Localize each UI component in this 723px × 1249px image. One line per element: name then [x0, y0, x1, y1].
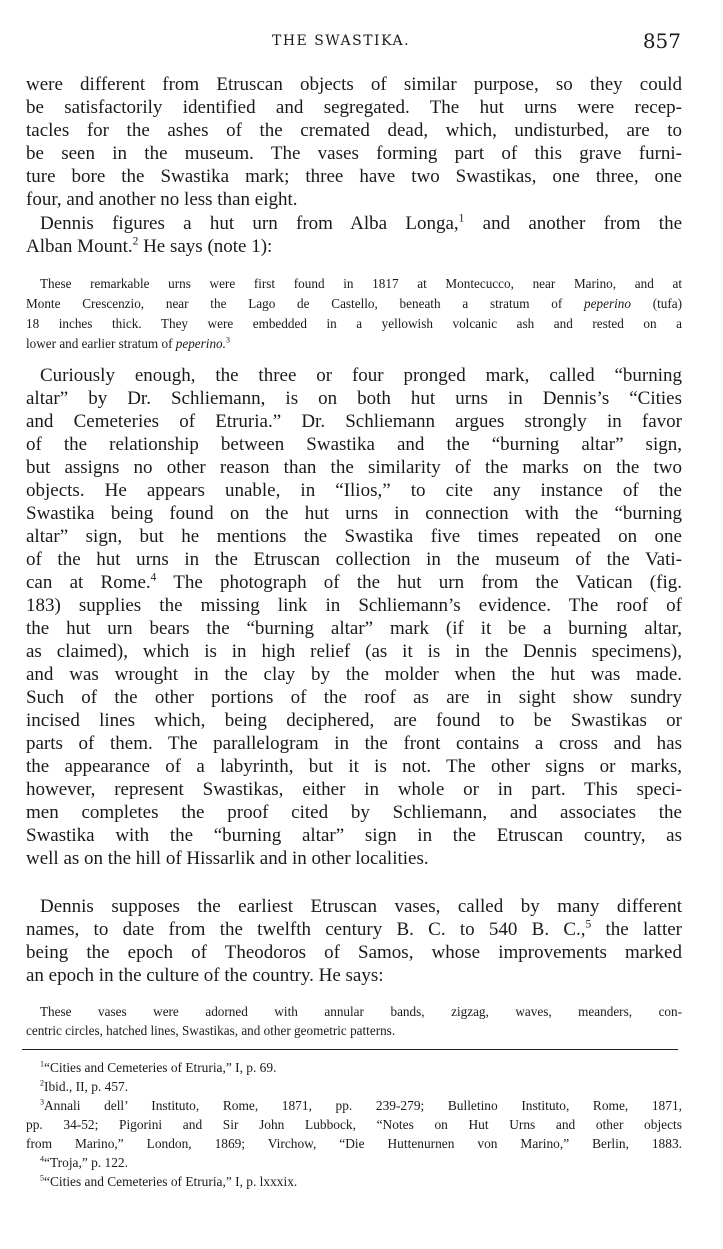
text-line: Curiously enough, the three or four pronged mark, called “burning: [40, 365, 682, 386]
running-head: [0, 31, 723, 55]
text-line: of the hut urns in the Etruscan collection in the museum of the Vati-: [26, 549, 682, 570]
text-span: Alban Mount.: [26, 236, 133, 257]
text-line: men completes the proof cited by Schliemann, and associates the: [26, 802, 682, 823]
text-line: however, represent Swastikas, either in whole or in part. This speci-: [26, 779, 682, 800]
text-line: and was wrought in the clay by the molder when the hut was made.: [26, 664, 682, 685]
footnote-1: [40, 1059, 682, 1076]
text-line: parts of them. The parallelogram in the front contains a cross and has: [26, 733, 682, 754]
text-line: [26, 572, 682, 594]
footnote-4: [40, 1154, 682, 1171]
footnote-ref: 3: [225, 335, 230, 345]
footnote-text: Ibid., II, p. 457.: [44, 1079, 129, 1094]
footnote-text: “Cities and Cemeteries of Etruria,” I, p. 69.: [44, 1060, 277, 1075]
text-line: ture bore the Swastika mark; three have two Swastikas, one three, one: [26, 166, 682, 187]
text-line: four, and another no less than eight.: [26, 189, 298, 210]
text-span: The photograph of the hut urn from the Vatican (fig.: [156, 572, 682, 593]
footnote-ref: 2: [132, 235, 139, 248]
text-line: were different from Etruscan objects of similar purpose, so they could: [26, 74, 682, 95]
text-line: an epoch in the culture of the country. He says:: [26, 965, 384, 986]
running-head-title: THE SWASTIKA.: [272, 33, 411, 49]
text-line: and Cemeteries of Etruria.” Dr. Schliemann argues strongly in favor: [26, 411, 682, 432]
text-line: Swastika being found on the hut urns in connection with the “burning: [26, 503, 682, 524]
text-line: well as on the hill of Hissarlik and in other localities.: [26, 848, 429, 869]
text-line: as claimed), which is in high relief (as it is in the Dennis specimens),: [26, 641, 682, 662]
text-line: of the relationship between Swastika and the “burning altar” sign,: [26, 434, 682, 455]
footnote-3-cont: from Marino,” London, 1869; Virchow, “Die Huttenurnen von Marino,” Berlin, 1883.: [26, 1136, 682, 1151]
text-line: be seen in the museum. The vases forming part of this grave furni-: [26, 143, 682, 164]
footnote-2: [40, 1078, 682, 1095]
text-line: altar” sign, but he mentions the Swastika five times repeated on one: [26, 526, 682, 547]
footnote-mark: 4: [40, 1154, 45, 1164]
footnote-text: Annali dell’ Instituto, Rome, 1871, pp. 239-279; Bulletino Instituto, Rome, 1871,: [44, 1098, 682, 1113]
quote-line: centric circles, hatched lines, Swastikas, and other geometric patterns.: [26, 1023, 396, 1038]
text-line: incised lines which, being deciphered, are found to be Swastikas or: [26, 710, 682, 731]
footnote-ref: 4: [150, 571, 157, 584]
text-line: objects. He appears unable, in “Ilios,” to cite any instance of the: [26, 480, 682, 501]
italic-term: peperino.: [175, 336, 226, 351]
text-span: He says (note 1):: [138, 236, 273, 257]
text-line: Such of the other portions of the roof as are in sight show sundry: [26, 687, 682, 708]
quote-line: [26, 295, 682, 312]
quote-line: These vases were adorned with annular bands, zigzag, waves, meanders, con-: [40, 1004, 682, 1019]
text-line: Dennis supposes the earliest Etruscan vases, called by many different: [40, 896, 682, 917]
text-line: [26, 236, 682, 258]
footnote-text: “Cities and Cemeteries of Etruria,” I, p. lxxxix.: [44, 1174, 298, 1189]
footnote-mark: 2: [40, 1078, 45, 1088]
text-span: lower and earlier stratum of: [26, 336, 176, 351]
footnote-ref: 5: [585, 918, 592, 931]
text-line: [26, 919, 682, 941]
text-line: 183) supplies the missing link in Schliemann’s evidence. The roof of: [26, 595, 682, 616]
footnote-mark: 1: [40, 1059, 45, 1069]
text-span: and another from the: [464, 213, 683, 234]
text-line: tacles for the ashes of the cremated dead, which, undisturbed, are to: [26, 120, 682, 141]
text-line: the appearance of a labyrinth, but it is not. The other signs or marks,: [26, 756, 682, 777]
footnote-5: [40, 1173, 682, 1190]
text-span: names, to date from the twelfth century B. C. to 540 B. C.,: [26, 919, 586, 940]
footnote-text: “Troja,” p. 122.: [44, 1155, 128, 1170]
quote-line: These remarkable urns were first found in 1817 at Montecucco, near Marino, and at: [40, 276, 682, 291]
text-span: can at Rome.: [26, 572, 151, 593]
quote-line: [26, 335, 682, 352]
text-line: [40, 213, 682, 235]
footnote-ref: 1: [458, 212, 465, 225]
footnote-3-cont: pp. 34-52; Pigorini and Sir John Lubbock, “Notes on Hut Urns and other objects: [26, 1117, 682, 1132]
page-number: 857: [642, 29, 681, 53]
text-line: altar” by Dr. Schliemann, is on both hut urns in Dennis’s “Cities: [26, 388, 682, 409]
footnote-rule: [22, 1049, 678, 1050]
text-span: the latter: [591, 919, 682, 940]
italic-term: peperino: [584, 296, 631, 311]
text-line: Swastika with the “burning altar” sign in the Etruscan country, as: [26, 825, 682, 846]
text-span: Dennis figures a hut urn from Alba Longa,: [40, 213, 459, 234]
footnote-mark: 5: [40, 1173, 45, 1183]
text-line: the hut urn bears the “burning altar” mark (if it be a burning altar,: [26, 618, 682, 639]
text-line: being the epoch of Theodoros of Samos, whose improvements marked: [26, 942, 682, 963]
footnote-mark: 3: [40, 1097, 45, 1107]
quote-line: 18 inches thick. They were embedded in a yellowish volcanic ash and rested on a: [26, 316, 682, 331]
text-line: but assigns no other reason than the similarity of the marks on the two: [26, 457, 682, 478]
footnote-3: [40, 1097, 682, 1114]
text-line: be satisfactorily identified and segregated. The hut urns were recep-: [26, 97, 682, 118]
text-span: (tufa): [630, 296, 682, 311]
text-span: Monte Crescenzio, near the Lago de Castello, beneath a stratum of: [26, 296, 585, 311]
